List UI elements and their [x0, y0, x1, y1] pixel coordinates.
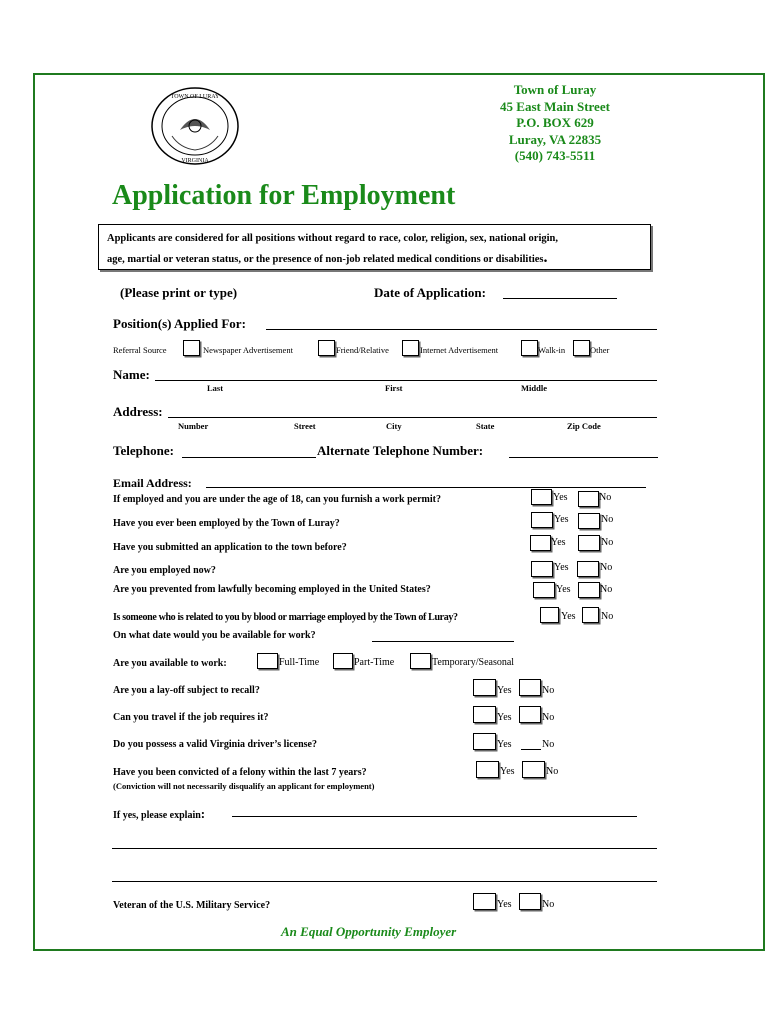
available-date-field[interactable]: [372, 641, 514, 642]
org-city: Luray, VA 22835: [508, 131, 602, 147]
q-travel-no-label: No: [542, 712, 555, 723]
q-related: Is someone who is related to you by blood or marriage employed by the Town of Luray?: [113, 612, 458, 623]
q-travel-yes-checkbox[interactable]: [473, 706, 496, 723]
q-license-no-label: No: [542, 739, 555, 750]
explain-label: [113, 806, 205, 822]
explain-field-line-2[interactable]: [112, 848, 657, 849]
org-phone: (540) 743-5511: [514, 148, 596, 163]
referral-other-label: Other: [590, 345, 610, 355]
q-work-permit: If employed and you are under the age of 18, can you furnish a work permit?: [113, 494, 441, 505]
q-license: Do you possess a valid Virginia driver’s license?: [113, 739, 317, 750]
q-employed-now-yes-checkbox[interactable]: [531, 561, 553, 577]
notice-period: .: [543, 249, 548, 266]
q-felony-yes-checkbox[interactable]: [476, 761, 499, 778]
q-veteran-no-checkbox[interactable]: [519, 893, 541, 910]
q-felony-no-label: No: [546, 766, 559, 777]
print-or-type-label: (Please print or type): [120, 285, 238, 300]
q-felony-no-checkbox[interactable]: [522, 761, 545, 778]
q-prevented-no-label: No: [600, 584, 613, 595]
part-time-checkbox[interactable]: [333, 653, 353, 669]
q-prevented-no-checkbox[interactable]: [578, 582, 600, 598]
town-seal-logo: [150, 86, 240, 166]
eeo-notice: [98, 224, 651, 270]
notice-line-2: age, martial or veteran status, or the presence of non-job related medical conditions or disabilities: [107, 254, 544, 265]
positions-applied-label: Position(s) Applied For:: [113, 316, 246, 331]
q-prevented-yes-checkbox[interactable]: [533, 582, 555, 598]
org-po-box: P.O. BOX 629: [516, 115, 594, 130]
org-address: [470, 82, 640, 165]
felony-note: (Conviction will not necessarily disqualify an applicant for employment): [113, 781, 375, 791]
name-first-caption: First: [385, 383, 403, 393]
telephone-field[interactable]: [182, 457, 316, 458]
q-employed-town: Have you ever been employed by the Town of Luray?: [113, 518, 340, 529]
seal-text-bottom: VIRGINIA: [181, 158, 209, 164]
telephone-label: Telephone:: [113, 443, 174, 458]
explain-colon: :: [200, 806, 206, 821]
q-travel-no-checkbox[interactable]: [519, 706, 541, 723]
q-work-permit-yes-label: Yes: [553, 492, 568, 503]
q-layoff: Are you a lay-off subject to recall?: [113, 685, 260, 696]
q-available-work: Are you available to work:: [113, 658, 227, 669]
q-work-permit-no-label: No: [599, 492, 612, 503]
q-employed-now-no-label: No: [600, 562, 613, 573]
q-layoff-yes-checkbox[interactable]: [473, 679, 496, 696]
q-related-yes-label: Yes: [561, 611, 576, 622]
alt-telephone-field[interactable]: [509, 457, 658, 458]
name-last-caption: Last: [207, 383, 224, 393]
q-layoff-no-checkbox[interactable]: [519, 679, 541, 696]
part-time-label: Part-Time: [354, 657, 395, 668]
q-felony-yes-label: Yes: [500, 766, 515, 777]
q-work-permit-no-checkbox[interactable]: [578, 491, 599, 507]
footer-eeo: An Equal Opportunity Employer: [281, 924, 457, 939]
q-submitted-no-checkbox[interactable]: [578, 535, 600, 551]
explain-field-line-3[interactable]: [112, 881, 657, 882]
positions-applied-field[interactable]: [266, 329, 657, 330]
q-veteran: Veteran of the U.S. Military Service?: [113, 900, 271, 911]
address-label: Address:: [113, 404, 163, 419]
explain-label-text: If yes, please explain: [113, 810, 201, 821]
address-field[interactable]: [168, 417, 657, 418]
referral-friend-checkbox[interactable]: [318, 340, 335, 356]
q-employed-town-no-checkbox[interactable]: [578, 513, 600, 529]
seal-text-top: TOWN OF LURAY: [170, 94, 220, 100]
referral-newspaper-checkbox[interactable]: [183, 340, 200, 356]
full-time-checkbox[interactable]: [257, 653, 278, 669]
address-zip-caption: Zip Code: [567, 421, 601, 431]
org-street: 45 East Main Street: [500, 98, 610, 114]
q-related-no-checkbox[interactable]: [582, 607, 599, 623]
q-veteran-yes-checkbox[interactable]: [473, 893, 496, 910]
q-employed-town-yes-checkbox[interactable]: [531, 512, 553, 528]
q-employed-now-no-checkbox[interactable]: [577, 561, 599, 577]
q-felony: Have you been convicted of a felony within the last 7 years?: [113, 767, 367, 778]
q-employed-town-yes-label: Yes: [554, 514, 569, 525]
referral-internet-checkbox[interactable]: [402, 340, 419, 356]
explain-field-line-1[interactable]: [232, 816, 637, 817]
referral-friend-label: Friend/Relative: [336, 345, 389, 355]
q-submitted-yes-label: Yes: [551, 537, 566, 548]
address-state-caption: State: [476, 421, 495, 431]
q-license-yes-checkbox[interactable]: [473, 733, 496, 750]
page-title: Application for Employment: [112, 180, 456, 211]
address-city-caption: City: [386, 421, 402, 431]
q-prevented: Are you prevented from lawfully becoming employed in the United States?: [113, 584, 431, 595]
referral-newspaper-label: Newspaper Advertisement: [203, 345, 293, 355]
q-submitted-no-label: No: [601, 537, 614, 548]
q-prevented-yes-label: Yes: [556, 584, 571, 595]
referral-walkin-checkbox[interactable]: [521, 340, 538, 356]
full-time-label: Full-Time: [279, 657, 320, 668]
alt-telephone-label: Alternate Telephone Number:: [317, 443, 484, 458]
email-field[interactable]: [206, 487, 646, 488]
referral-internet-label: Internet Advertisement: [420, 345, 499, 355]
q-travel-yes-label: Yes: [497, 712, 512, 723]
notice-line-1: Applicants are considered for all positions without regard to race, color, religion, sex, national origin,: [107, 233, 559, 244]
q-veteran-no-label: No: [542, 899, 555, 910]
date-of-application-field[interactable]: [503, 298, 617, 299]
q-license-yes-label: Yes: [497, 739, 512, 750]
q-employed-now: Are you employed now?: [113, 565, 216, 576]
q-veteran-yes-label: Yes: [497, 899, 512, 910]
org-name: Town of Luray: [513, 82, 597, 97]
address-number-caption: Number: [178, 421, 209, 431]
email-label: Email Address:: [113, 476, 192, 490]
q-license-no-field[interactable]: [521, 749, 541, 750]
q-work-permit-yes-checkbox[interactable]: [531, 489, 552, 505]
temporary-checkbox[interactable]: [410, 653, 431, 669]
q-employed-now-yes-label: Yes: [554, 562, 569, 573]
q-layoff-yes-label: Yes: [497, 685, 512, 696]
q-submitted: Have you submitted an application to the town before?: [113, 542, 347, 553]
q-employed-town-no-label: No: [601, 514, 614, 525]
date-of-application-label: Date of Application:: [374, 285, 486, 300]
address-street-caption: Street: [294, 421, 316, 431]
q-available-date: On what date would you be available for work?: [113, 630, 316, 641]
referral-other-checkbox[interactable]: [573, 340, 590, 356]
name-middle-caption: Middle: [521, 383, 547, 393]
q-related-yes-checkbox[interactable]: [540, 607, 559, 623]
q-travel: Can you travel if the job requires it?: [113, 712, 269, 723]
q-layoff-no-label: No: [542, 685, 555, 696]
name-field[interactable]: [155, 380, 657, 381]
q-related-no-label: No: [601, 611, 614, 622]
q-submitted-yes-checkbox[interactable]: [530, 535, 551, 551]
referral-source-label: Referral Source: [113, 345, 167, 355]
name-label: Name:: [113, 367, 150, 382]
temporary-label: Temporary/Seasonal: [432, 657, 515, 668]
referral-walkin-label: Walk-in: [538, 345, 566, 355]
